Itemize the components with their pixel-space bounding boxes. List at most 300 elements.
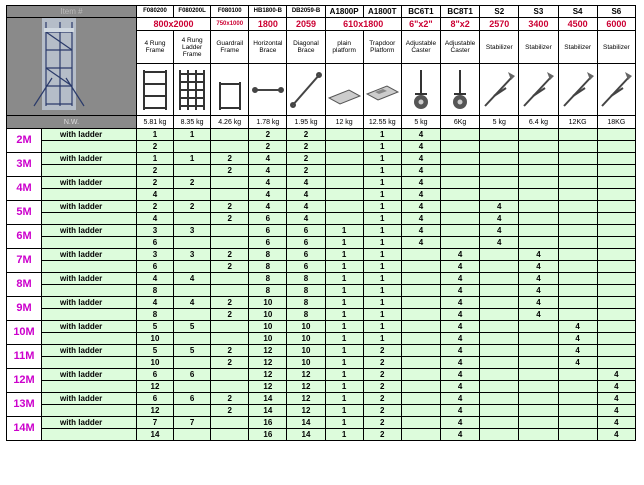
quantity-cell: 12: [287, 405, 325, 417]
quantity-cell: [211, 321, 249, 333]
quantity-cell: [519, 165, 558, 177]
quantity-cell: [558, 429, 597, 441]
quantity-cell: [558, 129, 597, 141]
quantity-cell: 1: [363, 153, 401, 165]
quantity-cell: [174, 357, 211, 369]
col-name-line: Stabilizer: [564, 43, 591, 51]
quantity-cell: [558, 393, 597, 405]
quantity-cell: 3: [136, 225, 173, 237]
quantity-cell: 12: [287, 381, 325, 393]
quantity-cell: [558, 249, 597, 261]
quantity-cell: 4: [480, 201, 519, 213]
quantity-cell: 2: [363, 405, 401, 417]
quantity-cell: [211, 429, 249, 441]
row-label: with ladder: [42, 369, 137, 381]
quantity-cell: 4: [136, 213, 173, 225]
trapdoor-platform-icon: [364, 68, 401, 112]
quantity-cell: 1: [363, 297, 401, 309]
quantity-cell: 8: [287, 309, 325, 321]
quantity-cell: [519, 393, 558, 405]
quantity-cell: 4: [480, 213, 519, 225]
quantity-cell: [325, 177, 363, 189]
quantity-cell: 5: [136, 321, 173, 333]
quantity-cell: 1: [363, 321, 401, 333]
quantity-cell: 4: [249, 177, 287, 189]
quantity-cell: [325, 153, 363, 165]
quantity-cell: [211, 285, 249, 297]
quantity-cell: [480, 285, 519, 297]
col-size-5: 610x1800: [325, 18, 401, 31]
table-row: [7, 345, 636, 357]
quantity-cell: 4: [480, 225, 519, 237]
quantity-cell: [174, 237, 211, 249]
quantity-cell: 4: [519, 309, 558, 321]
quantity-cell: [558, 381, 597, 393]
quantity-cell: [597, 189, 635, 201]
quantity-cell: [441, 153, 480, 165]
quantity-cell: 6: [174, 393, 211, 405]
quantity-cell: 1: [325, 321, 363, 333]
quantity-cell: [441, 141, 480, 153]
table-row: [7, 333, 636, 345]
quantity-cell: 6: [249, 213, 287, 225]
quantity-cell: [558, 189, 597, 201]
quantity-cell: 2: [136, 201, 173, 213]
quantity-cell: 8: [249, 261, 287, 273]
component-grid: [6, 5, 636, 441]
quantity-cell: 10: [249, 333, 287, 345]
quantity-cell: 1: [325, 417, 363, 429]
quantity-cell: 16: [249, 429, 287, 441]
quantity-cell: 1: [325, 249, 363, 261]
quantity-cell: [597, 285, 635, 297]
diagonal-brace-icon: [287, 68, 324, 112]
quantity-cell: 4: [249, 165, 287, 177]
quantity-cell: 1: [325, 237, 363, 249]
col-code-3: HB1800-B: [249, 6, 287, 18]
quantity-cell: [558, 201, 597, 213]
quantity-cell: [325, 213, 363, 225]
quantity-cell: [480, 177, 519, 189]
quantity-cell: [401, 333, 440, 345]
quantity-cell: [441, 213, 480, 225]
quantity-cell: 1: [325, 285, 363, 297]
quantity-cell: [441, 177, 480, 189]
quantity-cell: 2: [211, 405, 249, 417]
col-name-line: 4 Rung: [144, 40, 166, 48]
quantity-cell: [174, 165, 211, 177]
quantity-cell: 1: [363, 189, 401, 201]
quantity-cell: 4: [287, 189, 325, 201]
row-label: [42, 213, 137, 225]
quantity-cell: [519, 129, 558, 141]
col-code-5: A1800P: [325, 6, 363, 18]
table-row: [7, 189, 636, 201]
tower-height: 13M: [7, 393, 42, 417]
quantity-cell: [401, 285, 440, 297]
quantity-cell: 6: [136, 369, 173, 381]
col-code-6: A1800T: [363, 6, 401, 18]
quantity-cell: 10: [249, 321, 287, 333]
quantity-cell: 1: [325, 273, 363, 285]
quantity-cell: 2: [363, 357, 401, 369]
tower-height: 2M: [7, 129, 42, 153]
quantity-cell: 6: [287, 249, 325, 261]
quantity-cell: 6: [136, 261, 173, 273]
quantity-cell: 5: [136, 345, 173, 357]
col-code-11: S4: [558, 6, 597, 18]
quantity-cell: 1: [363, 237, 401, 249]
quantity-cell: [597, 261, 635, 273]
ladder-frame-icon: [174, 68, 210, 112]
quantity-cell: 2: [287, 141, 325, 153]
col-weight-6: 12.55 kg: [363, 116, 401, 129]
col-picture-7: [401, 64, 440, 116]
row-label: [42, 165, 137, 177]
quantity-cell: [211, 177, 249, 189]
quantity-cell: 10: [136, 357, 173, 369]
quantity-cell: 4: [136, 297, 173, 309]
row-label: with ladder: [42, 273, 137, 285]
tower-height: 3M: [7, 153, 42, 177]
quantity-cell: 4: [401, 153, 440, 165]
row-label: with ladder: [42, 129, 137, 141]
quantity-cell: 4: [519, 261, 558, 273]
quantity-cell: [480, 165, 519, 177]
quantity-cell: 4: [597, 405, 635, 417]
quantity-cell: 4: [597, 429, 635, 441]
quantity-cell: [519, 369, 558, 381]
quantity-cell: [558, 177, 597, 189]
table-row: [7, 225, 636, 237]
quantity-cell: 1: [363, 273, 401, 285]
quantity-cell: [174, 381, 211, 393]
row-label: [42, 381, 137, 393]
quantity-cell: [480, 405, 519, 417]
quantity-cell: 8: [287, 297, 325, 309]
row-label: [42, 309, 137, 321]
quantity-cell: [558, 285, 597, 297]
tower-height: 11M: [7, 345, 42, 369]
quantity-cell: [519, 213, 558, 225]
quantity-cell: 4: [441, 381, 480, 393]
col-name-line: platform: [332, 47, 356, 55]
quantity-cell: 4: [441, 357, 480, 369]
quantity-cell: 4: [441, 261, 480, 273]
quantity-cell: [558, 297, 597, 309]
row-label: with ladder: [42, 177, 137, 189]
quantity-cell: [558, 153, 597, 165]
guardrail-icon: [211, 68, 248, 112]
quantity-cell: 1: [363, 333, 401, 345]
col-name-11: [558, 31, 597, 64]
quantity-cell: [401, 393, 440, 405]
quantity-cell: 4: [401, 225, 440, 237]
tower-height: 7M: [7, 249, 42, 273]
row-label: with ladder: [42, 249, 137, 261]
row-label: with ladder: [42, 225, 137, 237]
quantity-cell: 4: [401, 237, 440, 249]
quantity-cell: [401, 249, 440, 261]
table-row: [7, 321, 636, 333]
quantity-cell: 4: [441, 369, 480, 381]
quantity-cell: [558, 309, 597, 321]
col-name-4: [287, 31, 325, 64]
table-row: [7, 381, 636, 393]
quantity-cell: [597, 333, 635, 345]
quantity-cell: 4: [401, 129, 440, 141]
quantity-cell: [519, 177, 558, 189]
col-size-8: 8"x2: [441, 18, 480, 31]
quantity-cell: 4: [401, 213, 440, 225]
quantity-cell: [211, 381, 249, 393]
quantity-cell: 10: [287, 357, 325, 369]
col-code-7: BC6T1: [401, 6, 440, 18]
quantity-cell: 1: [325, 393, 363, 405]
row-label: with ladder: [42, 345, 137, 357]
quantity-cell: 2: [363, 417, 401, 429]
quantity-cell: [597, 225, 635, 237]
table-row: [7, 369, 636, 381]
quantity-cell: 10: [287, 321, 325, 333]
quantity-cell: [597, 141, 635, 153]
col-picture-10: [519, 64, 558, 116]
col-picture-6: [363, 64, 401, 116]
quantity-cell: 4: [519, 297, 558, 309]
col-weight-9: 5 kg: [480, 116, 519, 129]
quantity-cell: 2: [287, 165, 325, 177]
quantity-cell: [558, 237, 597, 249]
quantity-cell: [174, 285, 211, 297]
quantity-cell: 8: [287, 285, 325, 297]
quantity-cell: 1: [325, 297, 363, 309]
row-label: with ladder: [42, 417, 137, 429]
quantity-cell: [597, 297, 635, 309]
quantity-cell: 4: [249, 201, 287, 213]
quantity-cell: [211, 225, 249, 237]
quantity-cell: 1: [325, 345, 363, 357]
quantity-cell: [519, 201, 558, 213]
quantity-cell: 4: [174, 273, 211, 285]
col-name-line: plain: [337, 40, 351, 48]
quantity-cell: 10: [249, 297, 287, 309]
col-picture-5: [325, 64, 363, 116]
col-name-line: Adjustable: [444, 40, 476, 48]
quantity-cell: 6: [287, 225, 325, 237]
quantity-cell: [174, 213, 211, 225]
col-picture-2: [211, 64, 249, 116]
col-size-2: 750x1000: [211, 18, 249, 31]
quantity-cell: 2: [136, 165, 173, 177]
quantity-cell: 12: [249, 357, 287, 369]
quantity-cell: [211, 129, 249, 141]
table-row: [7, 237, 636, 249]
quantity-cell: 4: [519, 249, 558, 261]
col-name-line: Caster: [450, 47, 470, 55]
quantity-cell: 2: [211, 165, 249, 177]
quantity-cell: [519, 345, 558, 357]
col-name-line: Brace: [259, 47, 277, 55]
quantity-cell: [558, 405, 597, 417]
quantity-cell: [401, 429, 440, 441]
quantity-cell: 4: [597, 381, 635, 393]
quantity-cell: [480, 141, 519, 153]
quantity-cell: 14: [249, 405, 287, 417]
quantity-cell: 6: [249, 237, 287, 249]
quantity-cell: 8: [136, 309, 173, 321]
scaffold-tower-photo: [7, 18, 137, 116]
quantity-cell: [480, 333, 519, 345]
quantity-cell: 8: [249, 285, 287, 297]
row-label: [42, 285, 137, 297]
quantity-cell: [480, 153, 519, 165]
quantity-cell: [519, 429, 558, 441]
quantity-cell: 2: [174, 177, 211, 189]
quantity-cell: [441, 189, 480, 201]
quantity-cell: [211, 189, 249, 201]
col-weight-12: 18KG: [597, 116, 635, 129]
quantity-cell: [558, 213, 597, 225]
table-row: [7, 165, 636, 177]
quantity-cell: [401, 357, 440, 369]
quantity-cell: 1: [174, 153, 211, 165]
quantity-cell: 4: [441, 309, 480, 321]
col-name-line: Adjustable: [405, 40, 437, 48]
quantity-cell: 4: [441, 333, 480, 345]
quantity-cell: [597, 237, 635, 249]
row-label: [42, 429, 137, 441]
col-name-5: [325, 31, 363, 64]
frame-icon: [137, 68, 173, 112]
quantity-cell: [480, 249, 519, 261]
quantity-cell: 10: [287, 345, 325, 357]
quantity-cell: 4: [174, 297, 211, 309]
quantity-cell: [174, 261, 211, 273]
quantity-cell: [519, 237, 558, 249]
quantity-cell: [401, 345, 440, 357]
row-label: with ladder: [42, 297, 137, 309]
scaffold-tower-icon: [8, 18, 134, 110]
col-weight-11: 12KG: [558, 116, 597, 129]
quantity-cell: 1: [363, 177, 401, 189]
tower-height: 12M: [7, 369, 42, 393]
tower-height: 8M: [7, 273, 42, 297]
quantity-cell: [174, 333, 211, 345]
row-label: with ladder: [42, 393, 137, 405]
col-name-line: Brace: [297, 47, 315, 55]
stabilizer-icon: [559, 68, 597, 112]
table-row: [7, 177, 636, 189]
quantity-cell: 1: [363, 225, 401, 237]
col-picture-4: [287, 64, 325, 116]
quantity-cell: [441, 225, 480, 237]
quantity-cell: 2: [363, 369, 401, 381]
quantity-cell: [558, 369, 597, 381]
quantity-cell: 12: [136, 381, 173, 393]
quantity-cell: 1: [136, 153, 173, 165]
quantity-cell: [480, 309, 519, 321]
quantity-cell: 6: [287, 261, 325, 273]
quantity-cell: [480, 345, 519, 357]
quantity-cell: 2: [211, 393, 249, 405]
quantity-cell: [211, 273, 249, 285]
quantity-cell: 6: [136, 237, 173, 249]
table-row: [7, 393, 636, 405]
quantity-cell: [519, 405, 558, 417]
table-row: [7, 357, 636, 369]
quantity-cell: 12: [287, 393, 325, 405]
quantity-cell: [480, 129, 519, 141]
item-number-header: Item #: [7, 6, 137, 18]
quantity-cell: [597, 273, 635, 285]
quantity-cell: [597, 345, 635, 357]
quantity-cell: 4: [519, 273, 558, 285]
quantity-cell: [597, 201, 635, 213]
quantity-cell: [174, 189, 211, 201]
plain-platform-icon: [326, 68, 363, 112]
quantity-cell: 4: [441, 393, 480, 405]
col-code-4: DB2059-B: [287, 6, 325, 18]
quantity-cell: [597, 177, 635, 189]
quantity-cell: 14: [136, 429, 173, 441]
col-name-10: [519, 31, 558, 64]
table-row: [7, 249, 636, 261]
quantity-cell: 4: [480, 237, 519, 249]
quantity-cell: 5: [174, 321, 211, 333]
quantity-cell: [211, 369, 249, 381]
quantity-cell: 1: [325, 369, 363, 381]
quantity-cell: 1: [363, 201, 401, 213]
quantity-cell: 4: [597, 393, 635, 405]
col-weight-3: 1.78 kg: [249, 116, 287, 129]
quantity-cell: 8: [249, 273, 287, 285]
col-name-0: [136, 31, 173, 64]
col-code-12: S6: [597, 6, 635, 18]
table-row: [7, 129, 636, 141]
col-name-9: [480, 31, 519, 64]
quantity-cell: 4: [441, 405, 480, 417]
col-code-8: BC8T1: [441, 6, 480, 18]
quantity-cell: [519, 189, 558, 201]
quantity-cell: [174, 405, 211, 417]
col-size-4: 2059: [287, 18, 325, 31]
table-row: [7, 201, 636, 213]
col-name-line: Stabilizer: [525, 43, 552, 51]
row-label: with ladder: [42, 153, 137, 165]
quantity-cell: 1: [363, 309, 401, 321]
quantity-cell: 1: [325, 429, 363, 441]
tower-height: 6M: [7, 225, 42, 249]
quantity-cell: 1: [363, 165, 401, 177]
quantity-cell: [558, 225, 597, 237]
col-name-line: Frame: [220, 47, 240, 55]
quantity-cell: 2: [136, 177, 173, 189]
quantity-cell: 8: [136, 285, 173, 297]
col-code-9: S2: [480, 6, 519, 18]
quantity-cell: [401, 405, 440, 417]
quantity-cell: [401, 369, 440, 381]
scaffold-component-table: [6, 5, 636, 481]
quantity-cell: 4: [597, 417, 635, 429]
quantity-cell: 1: [325, 405, 363, 417]
col-weight-5: 12 kg: [325, 116, 363, 129]
table-row: [7, 309, 636, 321]
col-weight-7: 5 kg: [401, 116, 440, 129]
quantity-cell: 1: [363, 129, 401, 141]
quantity-cell: 4: [441, 417, 480, 429]
quantity-cell: 4: [401, 141, 440, 153]
col-name-line: 4 Rung: [181, 36, 203, 44]
